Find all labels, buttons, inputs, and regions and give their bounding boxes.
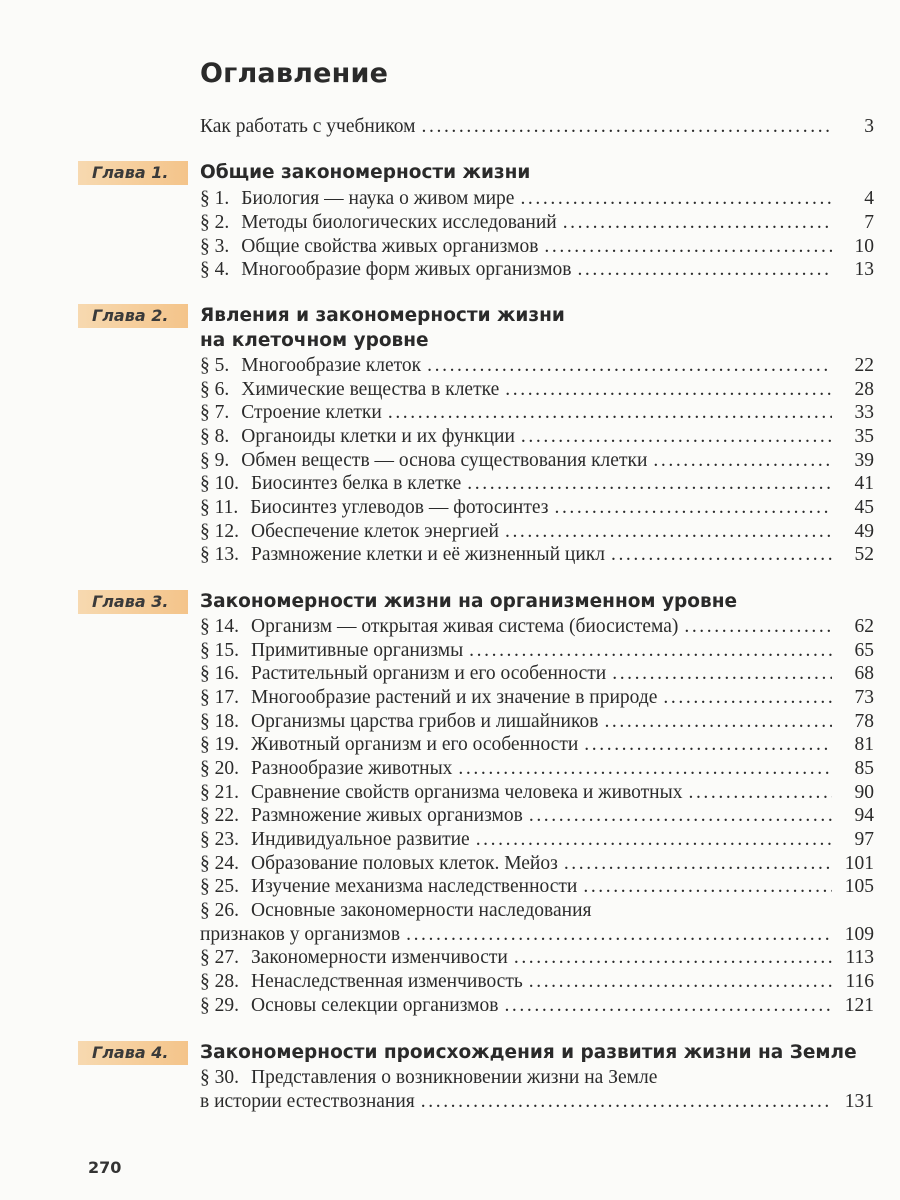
entry-label: [200, 710, 832, 734]
chapter-2-title-line2[interactable]: на клеточном уровне: [200, 330, 429, 351]
entry-section: § 18.: [200, 711, 239, 732]
entry-section: § 22.: [200, 805, 239, 826]
entry-label: [200, 496, 832, 520]
entry-label: [200, 472, 832, 496]
entry-label: [200, 401, 832, 425]
toc-entry[interactable]: [0, 970, 900, 994]
entry-label: [200, 781, 832, 805]
entry-text: Биосинтез углеводов — фотосинтез: [250, 497, 549, 518]
entry-text: Закономерности изменчивости: [251, 947, 508, 968]
entry-label: [200, 235, 832, 259]
chapter-1-title[interactable]: Общие закономерности жизни: [200, 162, 531, 183]
entry-page: 78: [854, 711, 874, 732]
toc-entry[interactable]: [0, 946, 900, 970]
entry-label: [200, 615, 832, 639]
entry-page: 94: [854, 805, 874, 826]
entry-page: 116: [845, 971, 874, 992]
entry-page: 10: [854, 236, 874, 257]
entry-label: [200, 757, 832, 781]
entry-label: [200, 994, 832, 1018]
entry-section: § 8.: [200, 426, 230, 447]
entry-text: Ненаследственная изменчивость: [251, 971, 523, 992]
toc-entry[interactable]: [0, 852, 900, 876]
toc-entry[interactable]: [0, 875, 900, 899]
toc-title: Оглавление: [200, 58, 389, 89]
toc-entry[interactable]: [0, 258, 900, 282]
entry-section: § 7.: [200, 402, 230, 423]
entry-text: Химические вещества в клетке: [241, 379, 500, 400]
toc-entry[interactable]: [0, 449, 900, 473]
entry-text: Основные закономерности наследования: [251, 900, 592, 921]
entry-section: § 28.: [200, 971, 239, 992]
entry-section: § 3.: [200, 236, 230, 257]
entry-section: § 6.: [200, 379, 230, 400]
entry-section: § 14.: [200, 616, 239, 637]
entry-label: [200, 828, 832, 852]
entry-text: Как работать с учебником .....: [200, 115, 832, 139]
toc-entry[interactable]: [0, 472, 900, 496]
entry-section: § 25.: [200, 876, 239, 897]
toc-entry[interactable]: [0, 401, 900, 425]
entry-label: [200, 211, 832, 235]
entry-page: 41: [854, 473, 874, 494]
entry-page: 81: [854, 734, 874, 755]
entry-page: 39: [854, 450, 874, 471]
chapter-3-badge: Глава 3.: [78, 590, 188, 614]
page-number: 270: [88, 1158, 122, 1177]
entry-page: 131: [844, 1091, 874, 1112]
entry-label: [200, 520, 832, 544]
entry-text: Размножение клетки и её жизненный цикл: [251, 544, 605, 565]
entry-text-cont: признаков у организмов .....: [200, 923, 832, 947]
entry-label: [200, 425, 832, 449]
chapter-4-badge: Глава 4.: [78, 1041, 188, 1065]
entry-label: [200, 449, 832, 473]
entry-section: § 1.: [200, 188, 230, 209]
entry-section: § 17.: [200, 687, 239, 708]
entry-section: § 15.: [200, 640, 239, 661]
toc-entry[interactable]: [0, 187, 900, 211]
toc-entry[interactable]: [0, 378, 900, 402]
toc-entry[interactable]: [0, 710, 900, 734]
entry-label: [200, 662, 832, 686]
toc-entry[interactable]: [0, 733, 900, 757]
entry-text: Органоиды клетки и их функции: [241, 426, 515, 447]
entry-section: § 20.: [200, 758, 239, 779]
entry-page: 49: [854, 521, 874, 542]
entry-text: Размножение живых организмов: [251, 805, 523, 826]
entry-section: § 21.: [200, 782, 239, 803]
entry-text: Организм — открытая живая система (биосистема): [251, 616, 679, 637]
toc-entry[interactable]: [0, 235, 900, 259]
entry-text: Многообразие растений и их значение в природе: [251, 687, 658, 708]
toc-entry-26-line2[interactable]: [0, 923, 900, 947]
entry-label: [200, 639, 832, 663]
entry-page: 97: [854, 829, 874, 850]
chapter-4-title[interactable]: Закономерности происхождения и развития жизни на Земле: [200, 1042, 857, 1063]
entry-text: Обмен веществ — основа существования клетки: [241, 450, 648, 471]
entry-text: Основы селекции организмов: [251, 995, 499, 1016]
entry-text: Образование половых клеток. Мейоз: [251, 853, 558, 874]
toc-entry[interactable]: [0, 496, 900, 520]
toc-entry-30-line1[interactable]: [0, 1066, 900, 1090]
entry-label: [200, 258, 832, 282]
entry-label: [200, 970, 832, 994]
entry-page: 113: [845, 947, 874, 968]
entry-text: Общие свойства живых организмов: [241, 236, 539, 257]
entry-page: 121: [844, 995, 874, 1016]
chapter-2-title-line1[interactable]: Явления и закономерности жизни: [200, 305, 565, 326]
entry-page: 109: [844, 924, 874, 945]
toc-entry-26-line1[interactable]: [0, 899, 900, 923]
toc-entry[interactable]: [0, 828, 900, 852]
entry-section: § 30.: [200, 1067, 239, 1088]
entry-page: 45: [854, 497, 874, 518]
entry-section: § 23.: [200, 829, 239, 850]
entry-page: 33: [854, 402, 874, 423]
entry-section: § 16.: [200, 663, 239, 684]
entry-text: Биология — наука о живом мире: [241, 188, 515, 209]
entry-text: Методы биологических исследований: [241, 212, 557, 233]
entry-section: § 19.: [200, 734, 239, 755]
entry-text: Обеспечение клеток энергией: [251, 521, 499, 542]
toc-entry[interactable]: [0, 615, 900, 639]
entry-text: Разнообразие животных: [251, 758, 453, 779]
toc-entry[interactable]: [0, 662, 900, 686]
entry-page: 73: [854, 687, 874, 708]
entry-label: [200, 804, 832, 828]
entry-section: § 12.: [200, 521, 239, 542]
entry-page: 90: [854, 782, 874, 803]
entry-page: 7: [864, 212, 874, 233]
entry-section: § 10.: [200, 473, 239, 494]
entry-label: [200, 686, 832, 710]
toc-entry[interactable]: [0, 639, 900, 663]
chapter-2-badge: Глава 2.: [78, 304, 188, 328]
toc-entry[interactable]: [0, 211, 900, 235]
entry-text-cont: в истории естествознания .....: [200, 1090, 832, 1114]
entry-text: Животный организм и его особенности: [251, 734, 579, 755]
entry-text: Биосинтез белка в клетке: [251, 473, 462, 494]
entry-page: 62: [854, 616, 874, 637]
toc-entry[interactable]: [0, 994, 900, 1018]
entry-text: Примитивные организмы: [251, 640, 464, 661]
entry-page: 85: [854, 758, 874, 779]
entry-label: [200, 733, 832, 757]
chapter-1-badge: Глава 1.: [78, 161, 188, 185]
entry-page: 65: [854, 640, 874, 661]
entry-section: § 9.: [200, 450, 230, 471]
entry-text: Строение клетки: [241, 402, 382, 423]
entry-text: Организмы царства грибов и лишайников: [251, 711, 599, 732]
entry-section: § 11.: [200, 497, 239, 518]
toc-entry[interactable]: [0, 781, 900, 805]
entry-text: Представления о возникновении жизни на Земле: [251, 1067, 658, 1088]
entry-label: [200, 543, 832, 567]
entry-page: 13: [854, 259, 874, 280]
entry-page: 22: [854, 355, 874, 376]
entry-text: Индивидуальное развитие: [251, 829, 470, 850]
toc-entry[interactable]: [0, 425, 900, 449]
entry-page: 52: [854, 544, 874, 565]
toc-entry-30-line2[interactable]: [0, 1090, 900, 1114]
entry-section: § 29.: [200, 995, 239, 1016]
entry-label: [200, 354, 832, 378]
toc-entry[interactable]: [0, 686, 900, 710]
entry-section: § 13.: [200, 544, 239, 565]
toc-entry[interactable]: [0, 804, 900, 828]
entry-section: § 2.: [200, 212, 230, 233]
toc-entry[interactable]: [0, 757, 900, 781]
entry-section: § 27.: [200, 947, 239, 968]
entry-label: [200, 378, 832, 402]
chapter-3-title[interactable]: Закономерности жизни на организменном уровне: [200, 591, 738, 612]
entry-page: 35: [854, 426, 874, 447]
entry-section: § 26.: [200, 900, 239, 921]
entry-label: [200, 187, 832, 211]
toc-entry[interactable]: [0, 543, 900, 567]
entry-text: Многообразие форм живых организмов: [241, 259, 572, 280]
entry-section: § 24.: [200, 853, 239, 874]
entry-page: 68: [854, 663, 874, 684]
entry-page: 3: [864, 116, 874, 137]
toc-entry[interactable]: [0, 354, 900, 378]
entry-label: [200, 852, 832, 876]
entry-text: Растительный организм и его особенности: [251, 663, 607, 684]
entry-page: 105: [844, 876, 874, 897]
entry-label: [200, 875, 832, 899]
entry-section: § 4.: [200, 259, 230, 280]
entry-page: 4: [864, 188, 874, 209]
entry-text: Изучение механизма наследственности: [251, 876, 578, 897]
toc-entry[interactable]: [0, 520, 900, 544]
toc-entry-how-to[interactable]: [0, 115, 900, 139]
entry-text: Многообразие клеток: [241, 355, 422, 376]
entry-text: Сравнение свойств организма человека и животных: [251, 782, 683, 803]
entry-page: 101: [844, 853, 874, 874]
entry-section: § 5.: [200, 355, 230, 376]
entry-label: [200, 946, 832, 970]
entry-page: 28: [854, 379, 874, 400]
